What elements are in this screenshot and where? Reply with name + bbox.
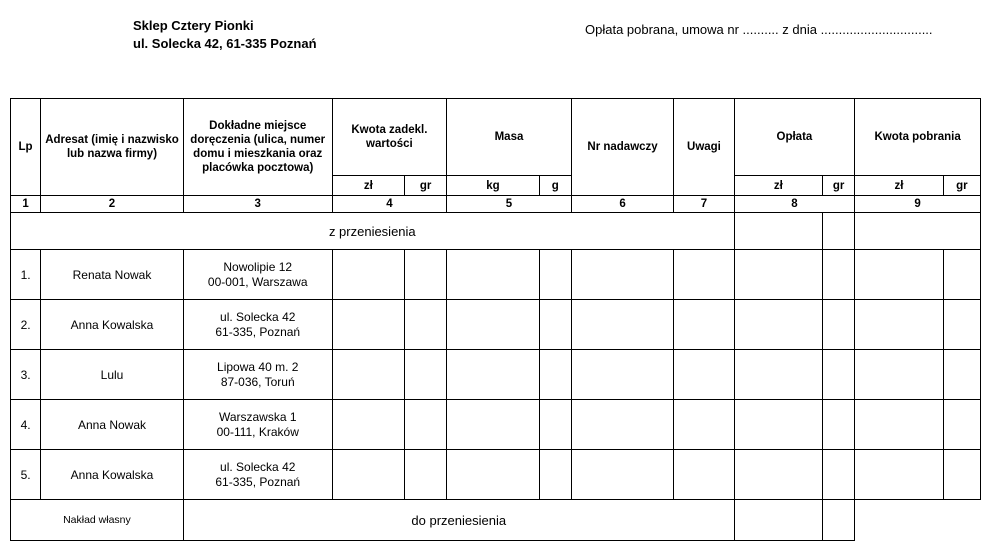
row-sender-number[interactable]	[571, 450, 674, 500]
col-number-6: 6	[571, 196, 674, 213]
row-mass-kg[interactable]	[447, 450, 539, 500]
col-header-delivery-place: Dokładne miejsce doręczenia (ulica, numer domu i mieszkania oraz placówka pocztowa)	[183, 99, 332, 196]
row-address-line2: 87-036, Toruń	[220, 374, 295, 389]
col-number-9: 9	[855, 196, 981, 213]
unit-header-fee-gr: gr	[823, 176, 855, 196]
unit-header-collected-zl: zł	[855, 176, 943, 196]
row-address-line2: 00-001, Warszawa	[207, 274, 308, 289]
col-number-4: 4	[332, 196, 447, 213]
row-addressee-name: Anna Kowalska	[41, 450, 184, 500]
row-collected-zl[interactable]	[855, 250, 943, 300]
row-fee-gr[interactable]	[823, 400, 855, 450]
row-address-line2: 00-111, Kraków	[216, 424, 299, 439]
carry-to-fee-gr-cell[interactable]	[823, 500, 855, 541]
col-header-collected-amount: Kwota pobrania	[855, 99, 981, 176]
carry-from-fee-zl-cell[interactable]	[734, 213, 822, 250]
row-delivery-address	[183, 450, 332, 500]
col-header-mass: Masa	[447, 99, 572, 176]
unit-header-declared-zl: zł	[332, 176, 404, 196]
row-lp: 5.	[11, 450, 41, 500]
row-collected-gr[interactable]	[943, 400, 980, 450]
carry-to-row	[11, 500, 981, 541]
row-mass-g[interactable]	[539, 250, 571, 300]
carry-from-label: z przeniesienia	[11, 213, 735, 250]
table-column-number-row	[11, 196, 981, 213]
row-declared-zl[interactable]	[332, 300, 404, 350]
col-number-2: 2	[41, 196, 184, 213]
unit-header-declared-gr: gr	[404, 176, 446, 196]
unit-header-mass-g: g	[539, 176, 571, 196]
row-declared-zl[interactable]	[332, 350, 404, 400]
carry-from-fee-gr-cell[interactable]	[823, 213, 855, 250]
row-addressee-name: Anna Kowalska	[41, 300, 184, 350]
row-collected-gr[interactable]	[943, 300, 980, 350]
carry-from-row	[11, 213, 981, 250]
shipment-list-table	[10, 98, 981, 541]
unit-header-collected-gr: gr	[943, 176, 980, 196]
col-header-sender-number: Nr nadawczy	[571, 99, 674, 196]
col-header-remarks: Uwagi	[674, 99, 734, 196]
row-declared-gr[interactable]	[404, 300, 446, 350]
table-row[interactable]	[11, 250, 981, 300]
col-number-7: 7	[674, 196, 734, 213]
sender-address: ul. Solecka 42, 61-335 Poznań	[133, 36, 317, 51]
row-declared-gr[interactable]	[404, 400, 446, 450]
col-number-1: 1	[11, 196, 41, 213]
row-addressee-name: Lulu	[41, 350, 184, 400]
row-fee-gr[interactable]	[823, 250, 855, 300]
col-number-5: 5	[447, 196, 572, 213]
row-remarks[interactable]	[674, 250, 734, 300]
row-declared-zl[interactable]	[332, 450, 404, 500]
row-address-line2: 61-335, Poznań	[215, 474, 301, 489]
col-header-addressee: Adresat (imię i nazwisko lub nazwa firmy)	[41, 99, 184, 196]
row-remarks[interactable]	[674, 400, 734, 450]
row-mass-g[interactable]	[539, 300, 571, 350]
row-mass-g[interactable]	[539, 450, 571, 500]
table-head	[11, 99, 981, 213]
row-lp: 2.	[11, 300, 41, 350]
row-address-line1: Lipowa 40 m. 2	[217, 359, 299, 374]
row-address-line2: 61-335, Poznań	[215, 324, 301, 339]
carry-from-collected-cell[interactable]	[855, 213, 981, 250]
row-fee-zl[interactable]	[734, 450, 822, 500]
carry-to-collected-gr-cell[interactable]	[943, 500, 980, 541]
unit-header-mass-kg: kg	[447, 176, 539, 196]
row-mass-kg[interactable]	[447, 300, 539, 350]
row-fee-gr[interactable]	[823, 450, 855, 500]
fee-agreement-note: Opłata pobrana, umowa nr .......... z dnia ...............................	[585, 22, 933, 37]
row-declared-zl[interactable]	[332, 250, 404, 300]
table-row[interactable]	[11, 450, 981, 500]
row-collected-zl[interactable]	[855, 450, 943, 500]
col-header-lp: Lp	[11, 99, 41, 196]
row-mass-g[interactable]	[539, 400, 571, 450]
row-fee-zl[interactable]	[734, 400, 822, 450]
row-delivery-address	[183, 250, 332, 300]
table-row[interactable]	[11, 400, 981, 450]
row-sender-number[interactable]	[571, 350, 674, 400]
row-declared-zl[interactable]	[332, 400, 404, 450]
row-mass-g[interactable]	[539, 350, 571, 400]
row-fee-gr[interactable]	[823, 300, 855, 350]
row-delivery-address	[183, 300, 332, 350]
row-declared-gr[interactable]	[404, 250, 446, 300]
row-mass-kg[interactable]	[447, 400, 539, 450]
row-mass-kg[interactable]	[447, 250, 539, 300]
row-collected-gr[interactable]	[943, 250, 980, 300]
row-delivery-address	[183, 400, 332, 450]
row-fee-gr[interactable]	[823, 350, 855, 400]
row-collected-gr[interactable]	[943, 350, 980, 400]
table-header-row-main	[11, 99, 981, 176]
row-address-line1: ul. Solecka 42	[220, 459, 296, 474]
table-row[interactable]	[11, 350, 981, 400]
table-body	[11, 213, 981, 541]
row-collected-zl[interactable]	[855, 300, 943, 350]
col-number-3: 3	[183, 196, 332, 213]
row-fee-zl[interactable]	[734, 300, 822, 350]
row-declared-gr[interactable]	[404, 350, 446, 400]
document-header	[0, 0, 991, 95]
row-addressee-name: Anna Nowak	[41, 400, 184, 450]
col-header-fee: Opłata	[734, 99, 855, 176]
carry-to-collected-zl-cell[interactable]	[855, 500, 943, 541]
row-collected-gr[interactable]	[943, 450, 980, 500]
own-print-note: Nakład własny	[11, 500, 184, 541]
row-remarks[interactable]	[674, 350, 734, 400]
row-delivery-address	[183, 350, 332, 400]
unit-header-fee-zl: zł	[734, 176, 822, 196]
row-sender-number[interactable]	[571, 250, 674, 300]
row-lp: 1.	[11, 250, 41, 300]
carry-to-label: do przeniesienia	[183, 500, 734, 541]
sender-block	[133, 17, 317, 53]
row-fee-zl[interactable]	[734, 250, 822, 300]
carry-to-fee-zl-cell[interactable]	[734, 500, 822, 541]
row-remarks[interactable]	[674, 450, 734, 500]
row-declared-gr[interactable]	[404, 450, 446, 500]
sender-name: Sklep Cztery Pionki	[133, 18, 254, 33]
row-address-line1: ul. Solecka 42	[220, 309, 296, 324]
row-remarks[interactable]	[674, 300, 734, 350]
row-sender-number[interactable]	[571, 400, 674, 450]
row-address-line1: Nowolipie 12	[223, 259, 293, 274]
row-lp: 4.	[11, 400, 41, 450]
col-number-8: 8	[734, 196, 855, 213]
row-mass-kg[interactable]	[447, 350, 539, 400]
row-addressee-name: Renata Nowak	[41, 250, 184, 300]
row-fee-zl[interactable]	[734, 350, 822, 400]
row-collected-zl[interactable]	[855, 350, 943, 400]
row-lp: 3.	[11, 350, 41, 400]
row-address-line1: Warszawska 1	[218, 409, 297, 424]
col-header-declared-value: Kwota zadekl. wartości	[332, 99, 447, 176]
row-sender-number[interactable]	[571, 300, 674, 350]
table-row[interactable]	[11, 300, 981, 350]
row-collected-zl[interactable]	[855, 400, 943, 450]
